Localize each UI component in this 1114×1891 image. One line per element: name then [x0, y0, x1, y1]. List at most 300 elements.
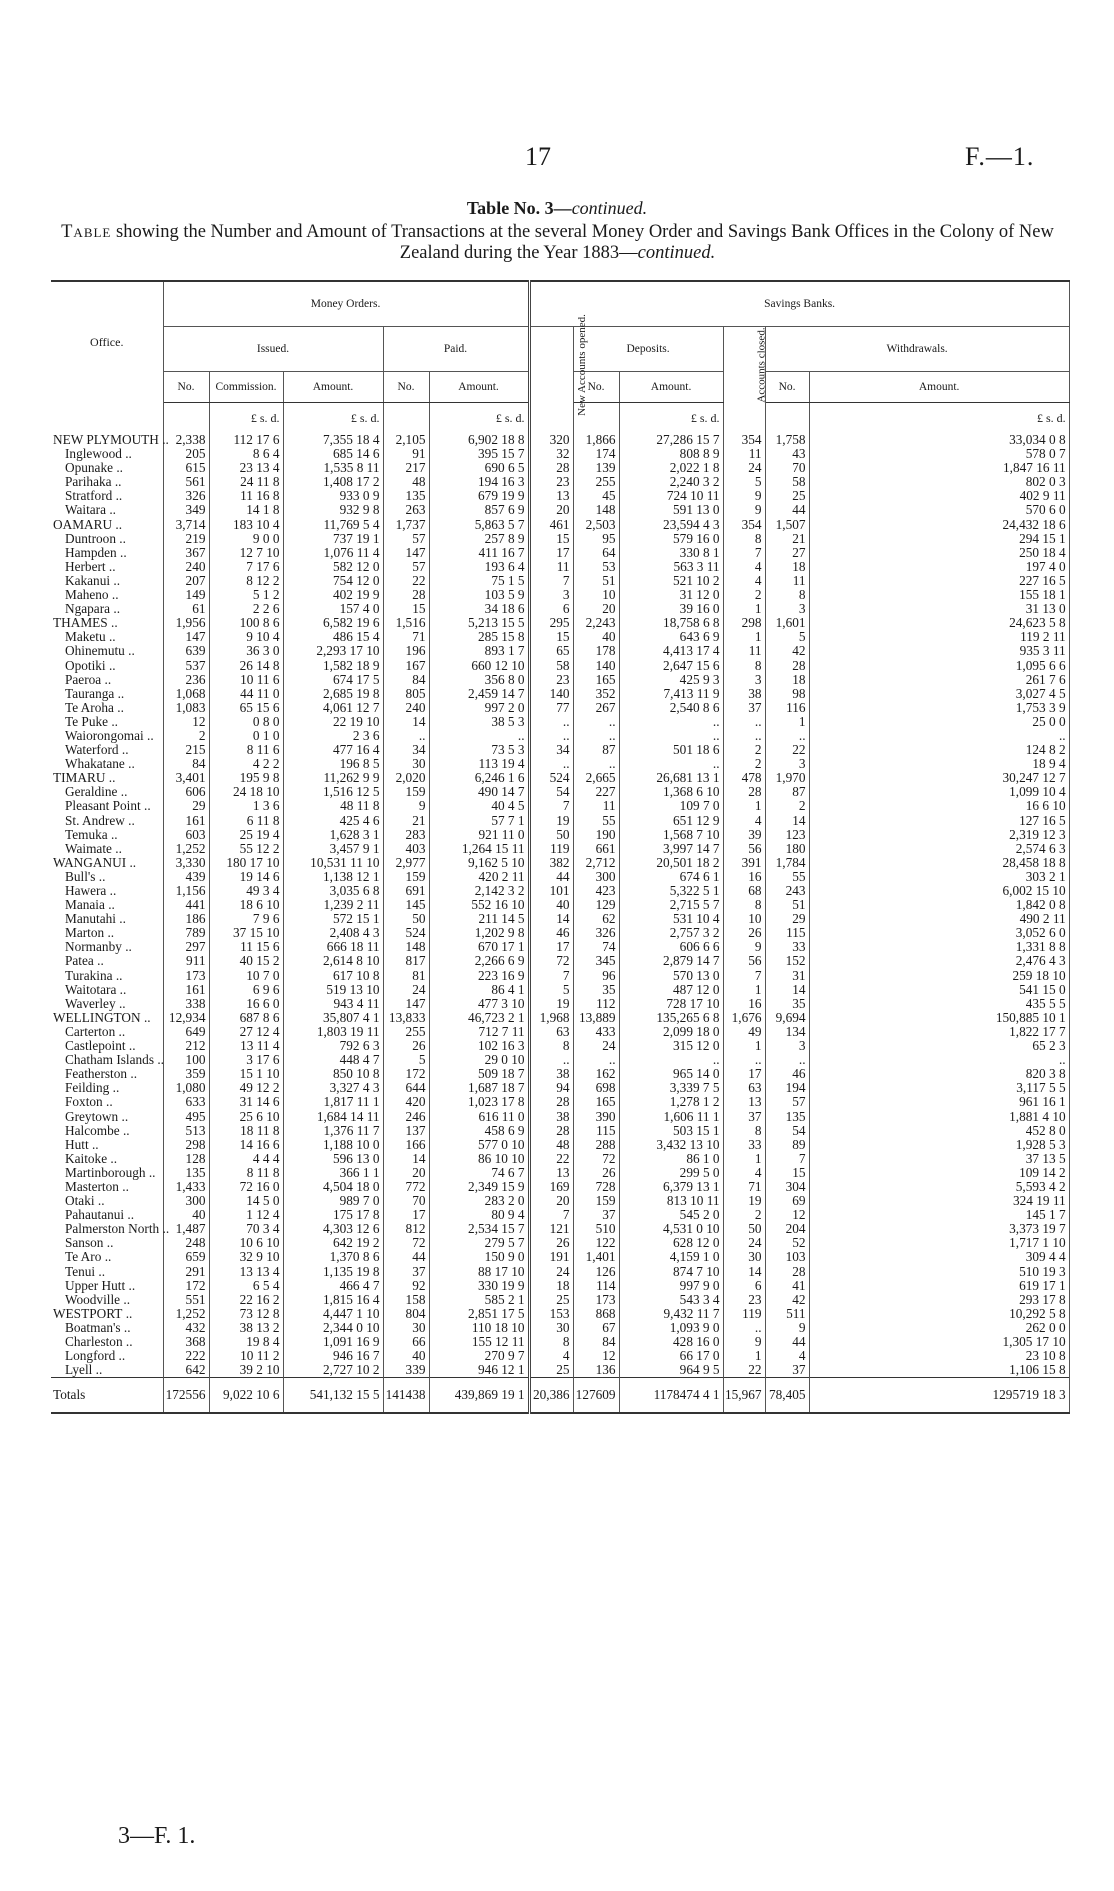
office-name: NEW PLYMOUTH ..	[53, 432, 169, 447]
withdrawals-no-cell: 18	[765, 560, 809, 574]
commission-cell: 24 11 8	[209, 475, 283, 489]
paid-no-cell: 71	[383, 630, 429, 644]
withdrawals-no-cell: 204	[765, 1222, 809, 1236]
paid-amount-cell: 857 6 9	[429, 503, 529, 517]
new-accounts-cell: 40	[529, 898, 573, 912]
paid-no-cell: 26	[383, 1039, 429, 1053]
withdrawals-amount-cell: 31 13 0	[809, 602, 1069, 616]
accounts-closed-cell: 2	[723, 757, 765, 771]
withdrawals-amount-cell: 3,027 4 5	[809, 687, 1069, 701]
deposits-no-cell: 2,665	[573, 771, 619, 785]
accounts-closed-cell: 298	[723, 616, 765, 630]
paid-no-cell: 283	[383, 828, 429, 842]
commission-cell: 0 8 0	[209, 715, 283, 729]
paid-no-cell: 172	[383, 1067, 429, 1081]
withdrawals-amount-cell: 570 6 0	[809, 503, 1069, 517]
commission-cell: 1 3 6	[209, 799, 283, 813]
issued-no-cell: 207	[163, 574, 209, 588]
commission-header: Commission.	[209, 372, 283, 403]
table-row	[51, 771, 1069, 785]
office-name: Paeroa ..	[51, 673, 163, 687]
issued-amount-cell: 4,447 1 10	[283, 1307, 383, 1321]
paid-no-cell: 30	[383, 757, 429, 771]
issued-no-cell: 1,156	[163, 884, 209, 898]
deposits-amount-cell: 651 12 9	[619, 814, 723, 828]
paid-amount-cell: 921 11 0	[429, 828, 529, 842]
issued-no-cell: 368	[163, 1335, 209, 1349]
issued-amount-cell: 402 19 9	[283, 588, 383, 602]
deposits-amount-cell: 27,286 15 7	[619, 433, 723, 447]
paid-no-cell: 15	[383, 602, 429, 616]
office-name: Kakanui ..	[51, 574, 163, 588]
paid-no-cell: 420	[383, 1095, 429, 1109]
paid-no-cell: 72	[383, 1236, 429, 1250]
deposits-no-cell: 2,243	[573, 616, 619, 630]
table-row	[51, 1293, 1069, 1307]
deposits-amount-cell: 2,879 14 7	[619, 954, 723, 968]
office-name: Kaitoke ..	[51, 1152, 163, 1166]
office-name: Chatham Islands ..	[51, 1053, 163, 1067]
deposits-no-cell: 95	[573, 532, 619, 546]
paid-amount-cell: 75 1 5	[429, 574, 529, 588]
table-row	[51, 1011, 1069, 1025]
accounts-closed-cell: 19	[723, 1194, 765, 1208]
commission-cell: 7 17 6	[209, 560, 283, 574]
withdrawals-amount-cell: 261 7 6	[809, 673, 1069, 687]
issued-amount-cell: 2,293 17 10	[283, 644, 383, 658]
deposits-no-cell: 24	[573, 1039, 619, 1053]
new-accounts-cell: 26	[529, 1236, 573, 1250]
paid-amount-cell: 2,851 17 5	[429, 1307, 529, 1321]
table-row	[51, 602, 1069, 616]
withdrawals-no-cell: 14	[765, 983, 809, 997]
paid-amount-cell: 690 6 5	[429, 461, 529, 475]
table-row	[51, 1194, 1069, 1208]
withdrawals-no-cell: 7	[765, 1152, 809, 1166]
office-name: Feilding ..	[51, 1081, 163, 1095]
paid-amount-cell: 193 6 4	[429, 560, 529, 574]
deposits-amount-cell: 26,681 13 1	[619, 771, 723, 785]
withdrawals-no-cell: 4	[765, 1349, 809, 1363]
table-row	[51, 630, 1069, 644]
deposits-amount-cell: ..	[619, 757, 723, 771]
deposits-no-cell: 13,889	[573, 1011, 619, 1025]
issued-amount-cell: 3,035 6 8	[283, 884, 383, 898]
issued-amount-cell: 366 1 1	[283, 1166, 383, 1180]
withdrawals-no-cell: 511	[765, 1307, 809, 1321]
office-name: Palmerston North ..	[51, 1222, 163, 1236]
withdrawals-no-cell: 180	[765, 842, 809, 856]
issued-no-cell: 12,934	[163, 1011, 209, 1025]
office-name: Turakina ..	[51, 969, 163, 983]
issued-no-cell: 173	[163, 969, 209, 983]
office-name: Pahautanui ..	[51, 1208, 163, 1222]
deposits-amount-cell: 1,568 7 10	[619, 828, 723, 842]
issued-amount-cell: 7,355 18 4	[283, 433, 383, 447]
deposits-amount-cell: 299 5 0	[619, 1166, 723, 1180]
paid-amount-cell: 712 7 11	[429, 1025, 529, 1039]
paid-amount-cell: 330 19 9	[429, 1279, 529, 1293]
withdrawals-header: Withdrawals.	[765, 327, 1069, 372]
new-accounts-cell: 28	[529, 1124, 573, 1138]
paid-amount-cell: 2,266 6 9	[429, 954, 529, 968]
paid-no-cell: 805	[383, 687, 429, 701]
paid-amount-cell: 40 4 5	[429, 799, 529, 813]
paid-amount-cell: 211 14 5	[429, 912, 529, 926]
accounts-closed-cell: 28	[723, 785, 765, 799]
deposits-no-cell: 174	[573, 447, 619, 461]
commission-cell: 16 6 0	[209, 997, 283, 1011]
deposits-no-cell: 2,503	[573, 518, 619, 532]
new-accounts-cell: 140	[529, 687, 573, 701]
withdrawals-amount-cell: 24,432 18 6	[809, 518, 1069, 532]
commission-cell: 65 15 6	[209, 701, 283, 715]
deposits-no-cell: 159	[573, 1194, 619, 1208]
accounts-closed-cell: 4	[723, 814, 765, 828]
deposits-no-cell: 352	[573, 687, 619, 701]
issued-no-cell: 128	[163, 1152, 209, 1166]
paid-amount-cell: 997 2 0	[429, 701, 529, 715]
office-name: Totals	[51, 1378, 163, 1414]
totals-row	[51, 1378, 1069, 1414]
withdrawals-amount-cell: 309 4 4	[809, 1250, 1069, 1264]
deposits-amount-cell: 315 12 0	[619, 1039, 723, 1053]
office-name: Opotiki ..	[51, 659, 163, 673]
paid-no-cell: 137	[383, 1124, 429, 1138]
deposits-amount-cell: 23,594 4 3	[619, 518, 723, 532]
office-name: Waitotara ..	[51, 983, 163, 997]
withdrawals-no-cell: 98	[765, 687, 809, 701]
withdrawals-no-cell: 9	[765, 1321, 809, 1335]
deposits-amount-cell: 579 16 0	[619, 532, 723, 546]
issued-no-cell: 300	[163, 1194, 209, 1208]
deposits-no-cell: ..	[573, 715, 619, 729]
office-name: Castlepoint ..	[51, 1039, 163, 1053]
table-row	[51, 1025, 1069, 1039]
table-row	[51, 969, 1069, 983]
office-name: Waiorongomai ..	[51, 729, 163, 743]
paid-no-cell: 28	[383, 588, 429, 602]
paid-amount-cell: 6,902 18 8	[429, 433, 529, 447]
paid-amount-cell: 477 3 10	[429, 997, 529, 1011]
office-name: Normanby ..	[51, 940, 163, 954]
withdrawals-amount-cell: 324 19 11	[809, 1194, 1069, 1208]
deposits-amount-cell: 4,413 17 4	[619, 644, 723, 658]
deposits-no-cell: 510	[573, 1222, 619, 1236]
table-row	[51, 954, 1069, 968]
commission-cell: 5 1 2	[209, 588, 283, 602]
office-name: Waterford ..	[51, 743, 163, 757]
new-accounts-cell: 48	[529, 1138, 573, 1152]
withdrawals-amount-cell: 10,292 5 8	[809, 1307, 1069, 1321]
commission-cell: 49 3 4	[209, 884, 283, 898]
table-row	[51, 1124, 1069, 1138]
issued-amount-cell: 486 15 4	[283, 630, 383, 644]
new-accounts-cell: 19	[529, 997, 573, 1011]
issued-amount-cell: 1,076 11 4	[283, 546, 383, 560]
table-row	[51, 1307, 1069, 1321]
new-accounts-cell: 191	[529, 1250, 573, 1264]
deposits-no-cell: 390	[573, 1110, 619, 1124]
withdrawals-amount-cell: 5,593 4 2	[809, 1180, 1069, 1194]
office-name: Herbert ..	[51, 560, 163, 574]
deposits-amount-cell: 531 10 4	[619, 912, 723, 926]
deposits-no-cell: 10	[573, 588, 619, 602]
paid-amount-cell: 73 5 3	[429, 743, 529, 757]
office-name: Lyell ..	[51, 1363, 163, 1378]
new-accounts-cell: 38	[529, 1067, 573, 1081]
office-header: Office.	[51, 281, 163, 403]
accounts-closed-cell: 3	[723, 673, 765, 687]
new-accounts-cell: 25	[529, 1363, 573, 1378]
new-accounts-cell: 7	[529, 799, 573, 813]
withdrawals-no-cell: 15	[765, 1166, 809, 1180]
issued-amount-cell: 1,684 14 11	[283, 1110, 383, 1124]
commission-cell: 0 1 0	[209, 729, 283, 743]
commission-cell: 8 6 4	[209, 447, 283, 461]
new-accounts-cell: 15	[529, 630, 573, 644]
deposits-amount-cell: 425 9 3	[619, 673, 723, 687]
table-number: Table No. 3—continued.	[466, 198, 648, 218]
paid-amount-cell: 285 15 8	[429, 630, 529, 644]
withdrawals-amount-cell: 3,373 19 7	[809, 1222, 1069, 1236]
deposits-no-cell: 165	[573, 1095, 619, 1109]
accounts-closed-cell: ..	[723, 1053, 765, 1067]
deposits-amount-cell: 3,432 13 10	[619, 1138, 723, 1152]
table-row	[51, 1335, 1069, 1349]
withdrawals-no-cell: 5	[765, 630, 809, 644]
paid-no-cell: 255	[383, 1025, 429, 1039]
issued-amount-cell: 1,239 2 11	[283, 898, 383, 912]
deposits-amount-header: Amount.	[619, 372, 723, 403]
issued-no-cell: 1,068	[163, 687, 209, 701]
withdrawals-amount-cell: 119 2 11	[809, 630, 1069, 644]
new-accounts-cell: ..	[529, 757, 573, 771]
commission-cell: 39 2 10	[209, 1363, 283, 1378]
commission-cell: 4 2 2	[209, 757, 283, 771]
accounts-closed-cell: 1	[723, 602, 765, 616]
withdrawals-no-cell: 89	[765, 1138, 809, 1152]
withdrawals-no-cell: 134	[765, 1025, 809, 1039]
issued-amount-cell: 1,138 12 1	[283, 870, 383, 884]
table-row	[51, 489, 1069, 503]
issued-no-cell: 149	[163, 588, 209, 602]
new-accounts-cell: 32	[529, 447, 573, 461]
accounts-closed-cell: 16	[723, 870, 765, 884]
accounts-closed-cell: 2	[723, 1208, 765, 1222]
commission-cell: 13 11 4	[209, 1039, 283, 1053]
table-row	[51, 1166, 1069, 1180]
issued-no-cell: 2,338	[163, 433, 209, 447]
accounts-closed-cell: 7	[723, 969, 765, 983]
commission-cell: 15 1 10	[209, 1067, 283, 1081]
commission-cell: 19 8 4	[209, 1335, 283, 1349]
currency-label: £ s. d.	[283, 403, 383, 434]
withdrawals-amount-cell: 294 15 1	[809, 532, 1069, 546]
paid-no-cell: 691	[383, 884, 429, 898]
commission-cell: 8 11 8	[209, 1166, 283, 1180]
currency-label: £ s. d.	[809, 403, 1069, 434]
withdrawals-amount-cell: 3,052 6 0	[809, 926, 1069, 940]
table-row	[51, 1053, 1069, 1067]
deposits-no-cell: 288	[573, 1138, 619, 1152]
new-accounts-cell: 382	[529, 856, 573, 870]
deposits-amount-cell: 2,099 18 0	[619, 1025, 723, 1039]
page-footer: 3—F. 1.	[118, 1823, 196, 1849]
withdrawals-no-cell: 69	[765, 1194, 809, 1208]
withdrawals-amount-cell: 1,847 16 11	[809, 461, 1069, 475]
withdrawals-no-cell: 29	[765, 912, 809, 926]
deposits-amount-cell: 997 9 0	[619, 1279, 723, 1293]
issued-amount-cell: 35,807 4 1	[283, 1011, 383, 1025]
commission-cell: 687 8 6	[209, 1011, 283, 1025]
issued-no-cell: 3,714	[163, 518, 209, 532]
paid-amount-cell: 395 15 7	[429, 447, 529, 461]
accounts-closed-cell: 6	[723, 1279, 765, 1293]
withdrawals-no-cell: 70	[765, 461, 809, 475]
office-name: WELLINGTON ..	[51, 1011, 163, 1025]
withdrawals-amount-cell: 197 4 0	[809, 560, 1069, 574]
table-row	[51, 898, 1069, 912]
table-row	[51, 560, 1069, 574]
deposits-no-cell: 64	[573, 546, 619, 560]
accounts-closed-cell: ..	[723, 715, 765, 729]
commission-cell: 4 4 4	[209, 1152, 283, 1166]
withdrawals-no-cell: 46	[765, 1067, 809, 1081]
deposits-amount-cell: 1,278 1 2	[619, 1095, 723, 1109]
new-accounts-cell: 34	[529, 743, 573, 757]
paid-no-cell: 159	[383, 870, 429, 884]
table-row	[51, 1110, 1069, 1124]
deposits-amount-cell: 7,413 11 9	[619, 687, 723, 701]
issued-no-cell: 1,083	[163, 701, 209, 715]
paid-amount-cell: 458 6 9	[429, 1124, 529, 1138]
new-accounts-cell: 54	[529, 785, 573, 799]
table-row	[51, 1363, 1069, 1378]
deposits-amount-cell: ..	[619, 1053, 723, 1067]
paid-no-cell: 84	[383, 673, 429, 687]
document-reference: F.—1.	[965, 142, 1035, 171]
issued-no-cell: 222	[163, 1349, 209, 1363]
deposits-amount-cell: 6,379 13 1	[619, 1180, 723, 1194]
currency-label: £ s. d.	[619, 403, 723, 434]
withdrawals-no-cell: ..	[765, 729, 809, 743]
issued-amount-cell: 1,516 12 5	[283, 785, 383, 799]
issued-no-cell: 615	[163, 461, 209, 475]
accounts-closed-cell: ..	[723, 729, 765, 743]
issued-amount-cell: 685 14 6	[283, 447, 383, 461]
withdrawals-amount-cell: 3,117 5 5	[809, 1081, 1069, 1095]
deposits-no-cell: ..	[573, 729, 619, 743]
withdrawals-amount-cell: 23 10 8	[809, 1349, 1069, 1363]
withdrawals-no-cell: 18	[765, 673, 809, 687]
new-accounts-cell: 169	[529, 1180, 573, 1194]
commission-cell: 72 16 0	[209, 1180, 283, 1194]
issued-amount-cell: 642 19 2	[283, 1236, 383, 1250]
paid-no-cell: 37	[383, 1265, 429, 1279]
office-name: Halcombe ..	[51, 1124, 163, 1138]
new-accounts-cell: 7	[529, 574, 573, 588]
withdrawals-no-cell: 1,784	[765, 856, 809, 870]
commission-cell: 10 7 0	[209, 969, 283, 983]
commission-cell: 6 11 8	[209, 814, 283, 828]
paid-amount-cell: 88 17 10	[429, 1265, 529, 1279]
accounts-closed-cell: 14	[723, 1265, 765, 1279]
paid-no-cell: 91	[383, 447, 429, 461]
paid-amount-cell: 670 17 1	[429, 940, 529, 954]
deposits-no-cell: 45	[573, 489, 619, 503]
new-accounts-cell: 461	[529, 518, 573, 532]
page-number: 17	[525, 142, 551, 171]
paid-amount-cell: 223 16 9	[429, 969, 529, 983]
issued-no-cell: 561	[163, 475, 209, 489]
commission-cell: 27 12 4	[209, 1025, 283, 1039]
commission-cell: 25 6 10	[209, 1110, 283, 1124]
issued-amount-cell: 2,685 19 8	[283, 687, 383, 701]
deposits-amount-cell: 503 15 1	[619, 1124, 723, 1138]
paid-amount-cell: 86 10 10	[429, 1152, 529, 1166]
issued-no-header: No.	[163, 372, 209, 403]
table-row	[51, 1250, 1069, 1264]
paid-no-cell: 147	[383, 997, 429, 1011]
issued-amount-cell: 448 4 7	[283, 1053, 383, 1067]
paid-amount-cell: 270 9 7	[429, 1349, 529, 1363]
accounts-closed-cell: 10	[723, 912, 765, 926]
withdrawals-amount-cell: 820 3 8	[809, 1067, 1069, 1081]
commission-cell: 23 13 4	[209, 461, 283, 475]
issued-no-cell: 326	[163, 489, 209, 503]
table-row	[51, 912, 1069, 926]
paid-no-cell: 2,020	[383, 771, 429, 785]
table-row	[51, 926, 1069, 940]
issued-amount-cell: 6,582 19 6	[283, 616, 383, 630]
deposits-amount-cell: 563 3 11	[619, 560, 723, 574]
issued-no-cell: 12	[163, 715, 209, 729]
withdrawals-amount-header: Amount.	[809, 372, 1069, 403]
office-name: Hawera ..	[51, 884, 163, 898]
accounts-closed-cell: 8	[723, 1124, 765, 1138]
new-accounts-cell: 7	[529, 969, 573, 983]
deposits-no-cell: 115	[573, 1124, 619, 1138]
new-accounts-cell: 13	[529, 1166, 573, 1180]
accounts-closed-cell: 49	[723, 1025, 765, 1039]
withdrawals-no-cell: 35	[765, 997, 809, 1011]
new-accounts-cell: 22	[529, 1152, 573, 1166]
office-name: Bull's ..	[51, 870, 163, 884]
paid-no-cell: 57	[383, 532, 429, 546]
new-accounts-cell: 24	[529, 1265, 573, 1279]
issued-amount-cell: 943 4 11	[283, 997, 383, 1011]
table-body	[51, 403, 1069, 1414]
deposits-no-cell: 267	[573, 701, 619, 715]
table-caption: Table showing the Number and Amount of Transactions at the several Money Order and Savings Bank Offices in the Colony of New Zealand during the Year 1883—continued.	[61, 222, 1054, 263]
deposits-amount-cell: ..	[619, 715, 723, 729]
withdrawals-no-cell: 44	[765, 503, 809, 517]
withdrawals-amount-cell: 802 0 3	[809, 475, 1069, 489]
withdrawals-amount-cell: 250 18 4	[809, 546, 1069, 560]
accounts-closed-cell: 8	[723, 898, 765, 912]
withdrawals-amount-cell: 510 19 3	[809, 1265, 1069, 1279]
accounts-closed-cell: 17	[723, 1067, 765, 1081]
issued-amount-cell: 10,531 11 10	[283, 856, 383, 870]
accounts-closed-cell: 68	[723, 884, 765, 898]
deposits-no-cell: 129	[573, 898, 619, 912]
withdrawals-amount-cell: 1,822 17 7	[809, 1025, 1069, 1039]
table-row	[51, 743, 1069, 757]
deposits-amount-cell: 591 13 0	[619, 503, 723, 517]
office-name: Featherston ..	[51, 1067, 163, 1081]
paid-amount-cell: 946 12 1	[429, 1363, 529, 1378]
